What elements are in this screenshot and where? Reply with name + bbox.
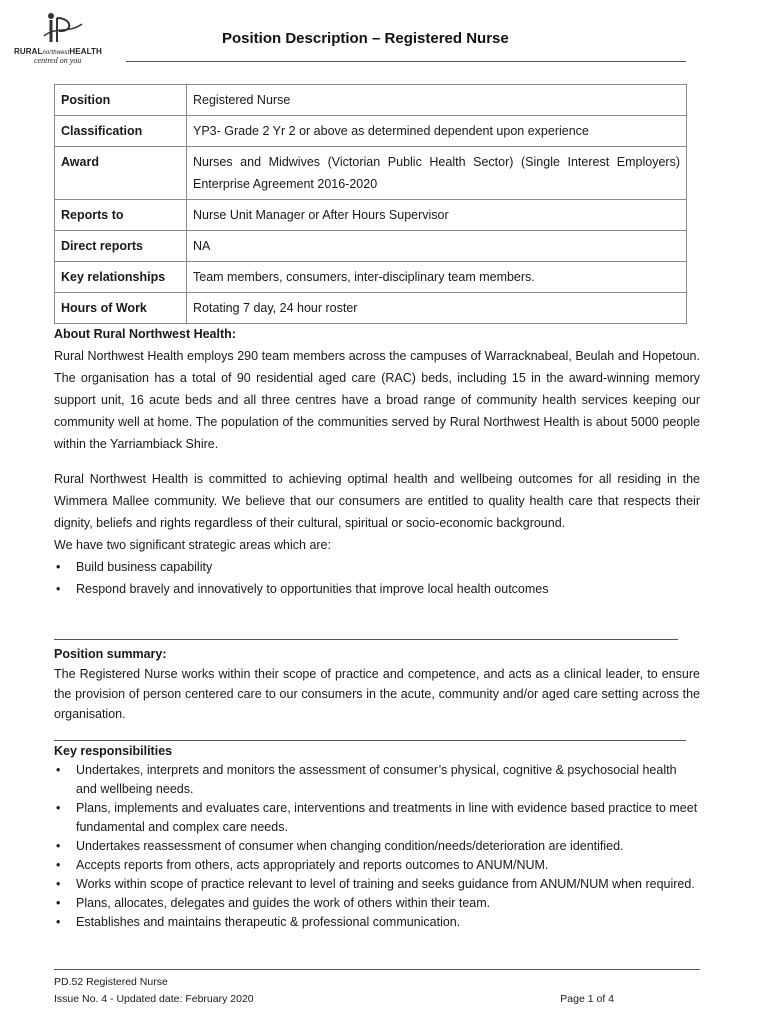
list-item: • Respond bravely and innovatively to opportunities that improve local health outcomes	[54, 578, 700, 600]
row-label: Classification	[55, 116, 187, 147]
table-row	[55, 200, 687, 231]
position-info-table	[54, 84, 687, 324]
list-item: • Undertakes, interprets and monitors the assessment of consumer’s physical, cognitive & psychosocial health and wellbeing needs.	[54, 761, 700, 799]
row-label: Award	[55, 147, 187, 200]
page-footer	[54, 974, 700, 1008]
list-item: • Establishes and maintains therapeutic & professional communication.	[54, 913, 700, 932]
footer-divider	[54, 969, 700, 970]
footer-issue: Issue No. 4 - Updated date: February 2020	[54, 993, 254, 1005]
row-value: Registered Nurse	[187, 85, 687, 116]
row-label: Position	[55, 85, 187, 116]
about-paragraph: Rural Northwest Health employs 290 team members across the campuses of Warracknabeal, Beulah and Hopetoun. The organisation has a total of 90 residential aged care (RAC) beds, including 15 in the award-winning memory support unit, 16 acute beds and all three centres have a broad range of community health services keeping our community well at home. The population of the communities served by Rural Northwest Health is about 5000 people within the Yarriambiack Shire.	[54, 349, 700, 451]
section-divider	[54, 639, 678, 640]
logo-tagline: centred on you	[34, 56, 82, 65]
row-value: Rotating 7 day, 24 hour roster	[187, 293, 687, 324]
about-heading: About Rural Northwest Health:	[54, 327, 236, 341]
about-paragraph: We have two significant strategic areas which are:	[54, 538, 331, 552]
row-value: Nurses and Midwives (Victorian Public Health Sector) (Single Interest Employers) Enterprise Agreement 2016-2020	[187, 147, 687, 200]
summary-section	[54, 644, 700, 724]
row-label: Key relationships	[55, 262, 187, 293]
footer-doc-code: PD.52 Registered Nurse	[54, 976, 168, 988]
table-row	[55, 262, 687, 293]
organisation-logo	[14, 12, 114, 66]
summary-heading: Position summary:	[54, 647, 167, 661]
row-value: Team members, consumers, inter-disciplinary team members.	[187, 262, 687, 293]
summary-text: The Registered Nurse works within their scope of practice and competence, and acts as a clinical leader, to ensure the provision of person centered care to our consumers in the acute, community and/or aged care setting across the organisation.	[54, 667, 700, 721]
list-item: • Undertakes reassessment of consumer when changing condition/needs/deterioration are identified.	[54, 837, 700, 856]
responsibilities-list	[54, 761, 700, 932]
strategic-areas-list	[54, 556, 700, 600]
about-section	[54, 323, 700, 600]
table-row	[55, 116, 687, 147]
about-paragraph: Rural Northwest Health is committed to achieving optimal health and wellbeing outcomes for all residing in the Wimmera Mallee community. We believe that our consumers are entitled to quality health care that respects their dignity, beliefs and rights regardless of their cultural, spiritual or socio-economic background.	[54, 472, 700, 530]
section-divider	[54, 740, 686, 741]
row-label: Reports to	[55, 200, 187, 231]
page-title: Position Description – Registered Nurse	[222, 30, 509, 47]
list-item: • Plans, allocates, delegates and guides the work of others within their team.	[54, 894, 700, 913]
responsibilities-section	[54, 742, 700, 932]
table-row	[55, 293, 687, 324]
title-divider	[126, 61, 686, 62]
row-label: Direct reports	[55, 231, 187, 262]
logo-figure-icon	[42, 12, 86, 46]
logo-wordmark: RURALnorthwestHEALTH	[14, 47, 102, 56]
table-row	[55, 231, 687, 262]
list-item: • Accepts reports from others, acts appropriately and reports outcomes to ANUM/NUM.	[54, 856, 700, 875]
table-row	[55, 85, 687, 116]
row-value: NA	[187, 231, 687, 262]
responsibilities-heading: Key responsibilities	[54, 744, 173, 758]
table-row	[55, 147, 687, 200]
row-value: Nurse Unit Manager or After Hours Supervisor	[187, 200, 687, 231]
row-label: Hours of Work	[55, 293, 187, 324]
row-value: YP3- Grade 2 Yr 2 or above as determined dependent upon experience	[187, 116, 687, 147]
list-item: • Works within scope of practice relevant to level of training and seeks guidance from ANUM/NUM when required.	[54, 875, 700, 894]
list-item: • Build business capability	[54, 556, 700, 578]
list-item: • Plans, implements and evaluates care, interventions and treatments in line with evidence based practice to meet fundamental and complex care needs.	[54, 799, 700, 837]
footer-page-number: Page 1 of 4	[560, 993, 614, 1005]
